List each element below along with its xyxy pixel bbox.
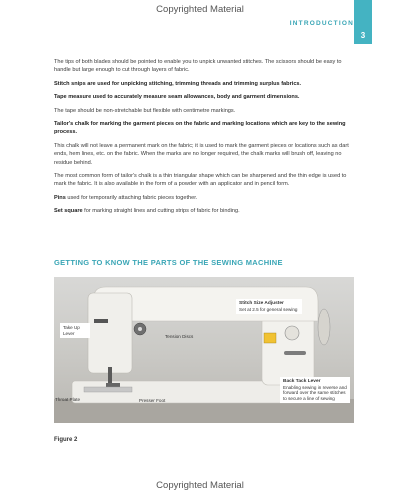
callout-stitch-size <box>236 299 302 314</box>
paragraph: The tips of both blades should be pointed to enable you to unpick unwanted stitches. The scissors should be easy to handle but large enough to cut through layers of fabric. <box>54 59 342 74</box>
callout-label: Presser Foot <box>139 398 166 403</box>
paragraph <box>54 93 354 101</box>
figure-caption: Figure 2 <box>54 437 78 443</box>
bold-term: Set square <box>54 208 83 215</box>
callout-desc: Enabling sewing in reverse and forward over the same stitches to secure a line of sewing <box>283 384 347 401</box>
callout-label: Take Up Lever <box>63 325 80 336</box>
needle-bar <box>108 367 112 385</box>
paragraph: The most common form of tailor's chalk is a thin triangular shape which can be sharpened and the thin edge is used to mark the fabric. It is also available in the form of a powder with an applicator and in pencil form. <box>54 173 347 188</box>
paragraph <box>54 120 354 137</box>
callout-label: Tension Discs <box>165 334 194 339</box>
presser-foot <box>106 383 120 387</box>
paragraph: The tape should be non-stretchable but flexible with centimetre markings. <box>54 107 236 114</box>
take-up-lever <box>94 319 108 323</box>
paragraph-rest: used for temporarily attaching fabric pieces together. <box>65 194 198 201</box>
sewing-machine-figure <box>54 277 354 423</box>
bold-term: Stitch snips are used for unpicking stitching, trimming threads and trimming surplus fabrics. <box>54 80 302 87</box>
bold-term: Pins <box>54 194 66 201</box>
handwheel <box>318 309 330 345</box>
warning-sticker <box>264 333 276 343</box>
callout-title: Back Tack Lever <box>283 379 321 384</box>
paragraph-rest: for marking straight lines and cutting strips of fabric for binding. <box>82 208 240 215</box>
paragraph <box>54 207 354 215</box>
page-number: 3 <box>360 31 366 40</box>
callout-take-up <box>60 323 90 338</box>
paragraph <box>54 194 354 202</box>
throat-plate <box>84 387 132 392</box>
paragraph: This chalk will not leave a permanent mark on the fabric; it is used to mark the garment pieces or locations such as dart ends, hem lines, etc. on the fabric. When the marks are no longer required, the chalk marks will brush off, leaving no residue behind. <box>54 142 349 166</box>
paragraph <box>54 80 354 88</box>
body-text <box>54 58 354 221</box>
page-number-tab <box>354 0 372 44</box>
copyright-top: Copyrighted Material <box>156 4 244 15</box>
callout-tension <box>162 332 206 342</box>
callout-back-tack <box>280 377 350 403</box>
section-heading: GETTING TO KNOW THE PARTS OF THE SEWING MACHINE <box>54 258 283 267</box>
stitch-size-dial <box>285 326 299 340</box>
bold-term: Tailor's chalk for marking the garment pieces on the fabric and marking locations which are key to the sewing process. <box>54 121 346 136</box>
bold-term: Tape measure used to accurately measure seam allowances, body and garment dimensions. <box>54 94 300 101</box>
callout-desc: Set at 2.5 for general sewing <box>239 306 298 312</box>
callout-presser-foot <box>136 396 180 406</box>
callout-throat-plate <box>54 395 92 405</box>
machine-head <box>88 293 132 373</box>
tension-disc-center <box>138 327 142 331</box>
running-head: INTRODUCTION <box>289 20 354 27</box>
callout-title: Stitch Size Adjuster <box>239 301 284 306</box>
back-tack-lever <box>284 351 306 355</box>
callout-label: Throat Plate <box>55 397 81 402</box>
copyright-bottom: Copyrighted Material <box>156 480 244 491</box>
